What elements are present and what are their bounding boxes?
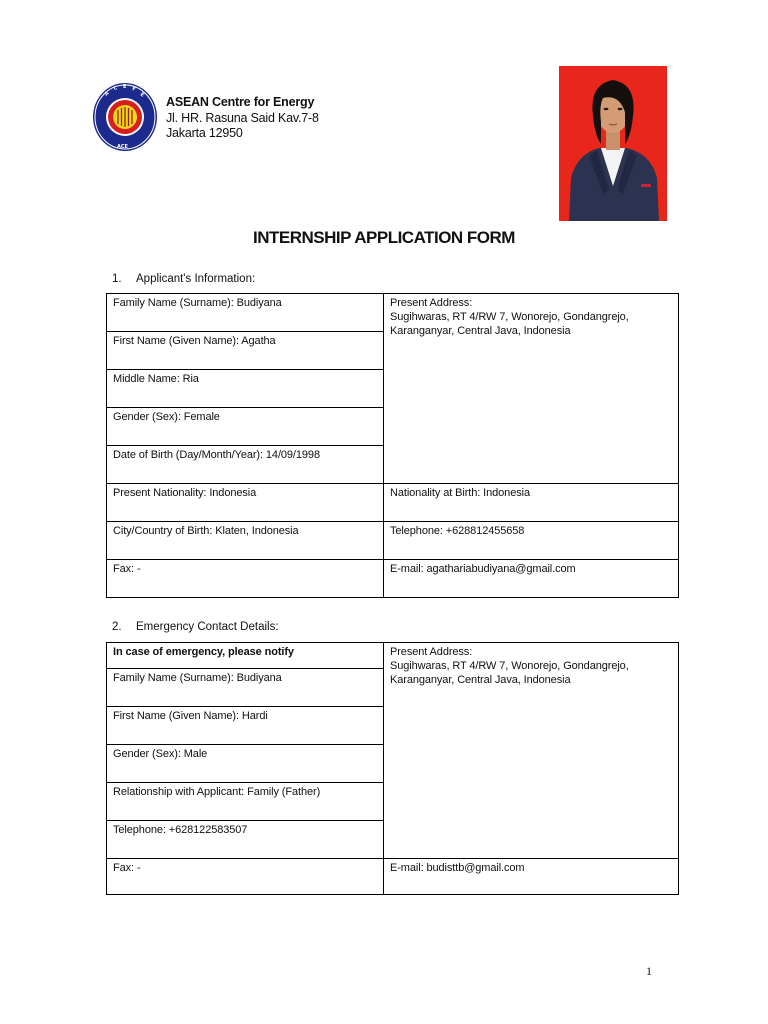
emergency-contact-table (106, 642, 679, 895)
applicant-email: E-mail: agathariabudiyana@gmail.com (384, 560, 679, 598)
applicant-fax: Fax: - (107, 560, 384, 598)
page-number: 1 (646, 964, 652, 978)
svg-text:ACE: ACE (117, 144, 128, 150)
svg-text:E: E (138, 91, 146, 99)
applicant-photo (559, 66, 667, 221)
emergency-gender: Gender (Sex): Male (107, 745, 384, 783)
applicant-address-line1: Sugihwaras, RT 4/RW 7, Wonorejo, Gondangrejo, (390, 311, 629, 323)
section2-heading-text: Emergency Contact Details: (136, 621, 279, 633)
org-name: ASEAN Centre for Energy (166, 95, 315, 109)
applicant-info-table (106, 293, 679, 598)
applicant-nationality-birth: Nationality at Birth: Indonesia (384, 484, 679, 522)
applicant-middle-name: Middle Name: Ria (107, 370, 384, 408)
section1-heading (112, 273, 255, 285)
applicant-telephone: Telephone: +628812455658 (384, 522, 679, 560)
applicant-present-nationality: Present Nationality: Indonesia (107, 484, 384, 522)
applicant-address-line2: Karanganyar, Central Java, Indonesia (390, 325, 571, 337)
svg-text:F: F (131, 86, 137, 93)
applicant-address-label: Present Address: (390, 297, 473, 309)
applicant-family-name: Family Name (Surname): Budiyana (107, 294, 384, 332)
section1-number: 1. (112, 273, 122, 285)
asean-centre-for-energy-logo (92, 82, 158, 152)
emergency-fax: Fax: - (107, 859, 384, 895)
applicant-gender: Gender (Sex): Female (107, 408, 384, 446)
svg-text:C: C (112, 85, 119, 92)
section2-number: 2. (112, 621, 122, 633)
emergency-email: E-mail: budisttb@gmail.com (384, 859, 679, 895)
org-address-line2: Jakarta 12950 (166, 126, 243, 140)
section1-heading-text: Applicant's Information: (136, 273, 256, 285)
org-address-line1: Jl. HR. Rasuna Said Kav.7-8 (166, 111, 319, 125)
emergency-notify-label: In case of emergency, please notify (107, 643, 384, 669)
emergency-relationship: Relationship with Applicant: Family (Father) (107, 783, 384, 821)
applicant-dob: Date of Birth (Day/Month/Year): 14/09/1998 (107, 446, 384, 484)
emergency-first-name: First Name (Given Name): Hardi (107, 707, 384, 745)
emergency-family-name: Family Name (Surname): Budiyana (107, 669, 384, 707)
emergency-address-line2: Karanganyar, Central Java, Indonesia (390, 674, 571, 686)
svg-text:E: E (123, 84, 127, 90)
applicant-city-birth: City/Country of Birth: Klaten, Indonesia (107, 522, 384, 560)
section2-heading (112, 621, 279, 633)
form-title: INTERNSHIP APPLICATION FORM (253, 228, 515, 247)
emergency-address-cell (384, 643, 679, 859)
emergency-address-label: Present Address: (390, 646, 473, 658)
emergency-address-line1: Sugihwaras, RT 4/RW 7, Wonorejo, Gondangrejo, (390, 660, 629, 672)
emergency-telephone: Telephone: +628122583507 (107, 821, 384, 859)
applicant-first-name: First Name (Given Name): Agatha (107, 332, 384, 370)
applicant-address-cell (384, 294, 679, 484)
svg-text:A: A (103, 90, 111, 98)
